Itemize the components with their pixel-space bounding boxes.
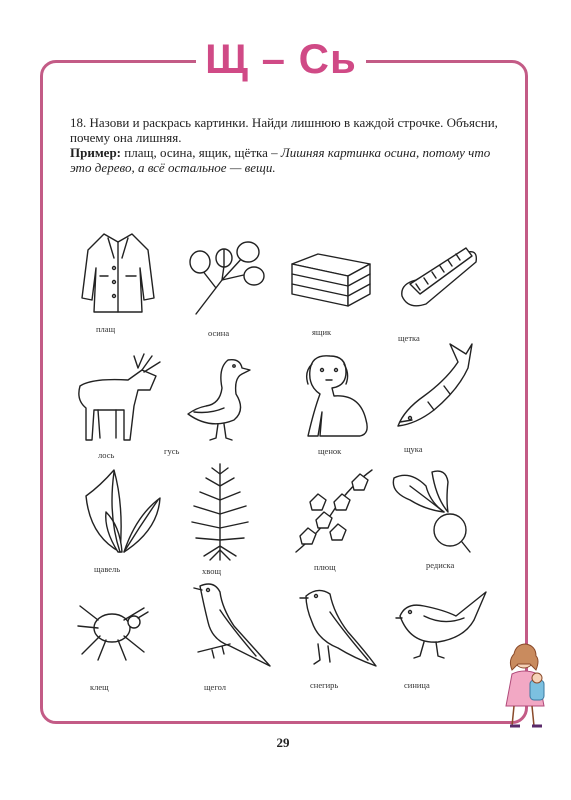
radish-picture bbox=[386, 466, 472, 556]
horsetail-picture bbox=[184, 460, 256, 564]
label-goose: гусь bbox=[164, 446, 180, 456]
example-plain: плащ, осина, ящик, щётка – bbox=[121, 145, 281, 160]
label-radish: редиска bbox=[426, 560, 455, 570]
label-sorrel: щавель bbox=[94, 564, 121, 574]
label-coat: плащ bbox=[96, 324, 116, 334]
task-text: 18. Назови и раскрась картинки. Найди лишнюю в каждой строчке. Объясни, почему она лишняя. bbox=[70, 115, 498, 145]
puppy-picture bbox=[300, 350, 380, 440]
label-aspen: осина bbox=[208, 328, 230, 338]
label-brush: щетка bbox=[398, 333, 420, 343]
coat-picture bbox=[78, 228, 158, 318]
label-puppy: щенок bbox=[318, 446, 342, 456]
label-ivy: плющ bbox=[314, 562, 336, 572]
box-picture bbox=[288, 250, 374, 310]
label-pike: щука bbox=[404, 444, 423, 454]
page-title: Щ – Сь bbox=[205, 35, 357, 82]
aspen-branch-picture bbox=[186, 234, 266, 318]
label-tick: клещ bbox=[90, 682, 109, 692]
ivy-picture bbox=[290, 462, 376, 558]
label-goldfinch: щегол bbox=[204, 682, 226, 692]
label-horsetail: хвощ bbox=[202, 566, 222, 576]
example-italic: Лишняя картинка осина, потому что это дерево, а всё остальное — вещи. bbox=[70, 145, 491, 175]
titmouse-picture bbox=[394, 586, 488, 662]
example-text bbox=[70, 145, 510, 175]
tick-picture bbox=[74, 598, 154, 664]
goose-picture bbox=[180, 354, 260, 444]
moose-picture bbox=[72, 350, 164, 446]
label-box: ящик bbox=[312, 327, 332, 337]
label-moose: лось bbox=[98, 450, 115, 460]
example-label: Пример: bbox=[70, 145, 122, 160]
girl-with-doll-illustration bbox=[500, 640, 558, 732]
brush-picture bbox=[396, 240, 480, 316]
sorrel-picture bbox=[80, 466, 164, 556]
title-banner bbox=[196, 36, 366, 82]
page-number: 29 bbox=[276, 735, 290, 750]
goldfinch-picture bbox=[190, 580, 274, 672]
instructions bbox=[70, 115, 510, 175]
label-bullfinch: снегирь bbox=[310, 680, 339, 690]
label-titmouse: синица bbox=[404, 680, 430, 690]
bullfinch-picture bbox=[298, 584, 382, 674]
pike-picture bbox=[394, 340, 474, 436]
